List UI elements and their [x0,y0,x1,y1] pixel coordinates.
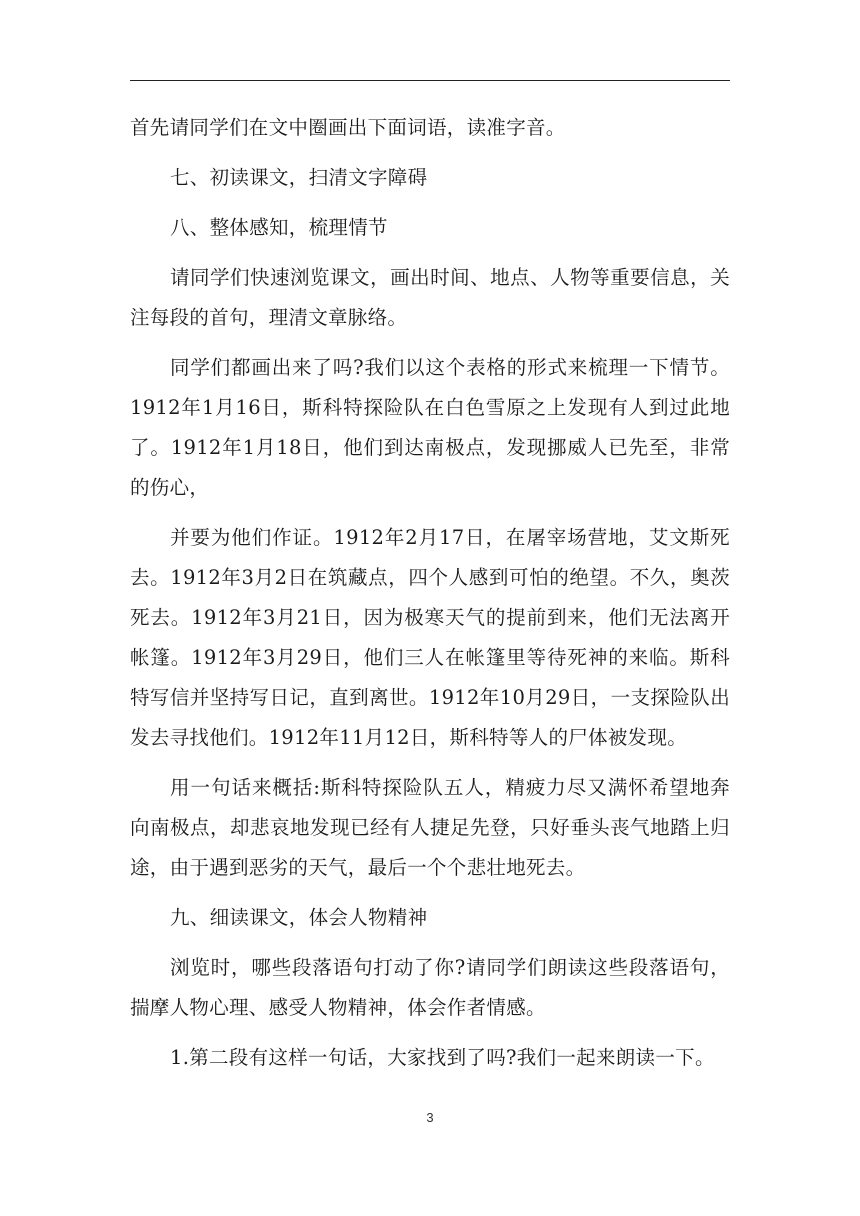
section-heading: 七、初读课文，扫清文字障碍 [170,166,428,189]
page-number: 3 [426,1110,434,1125]
paragraph: 首先请同学们在文中圈画出下面词语，读准字音。 [130,116,566,139]
section-heading: 八、整体感知，梳理情节 [170,216,388,239]
header-rule [130,80,730,81]
section-heading: 九、细读课文，体会人物精神 [170,906,428,929]
paragraph: 用一句话来概括:斯科特探险队五人，精疲力尽又满怀希望地奔向南极点，却悲哀地发现已经有人捷足先登，只好垂头丧气地踏上归途，由于遇到恶劣的天气，最后一个个悲壮地死去。 [130,776,730,879]
paragraph: 同学们都画出来了吗?我们以这个表格的形式来梳理一下情节。1912年1月16日，斯科特探险队在白色雪原之上发现有人到过此地了。1912年1月18日，他们到达南极点，发现挪威人已先至，非常的伤心， [130,356,730,499]
paragraph: 浏览时，哪些段落语句打动了你?请同学们朗读这些段落语句，揣摩人物心理、感受人物精神，体会作者情感。 [130,956,730,1019]
paragraph: 1.第二段有这样一句话，大家找到了吗?我们一起来朗读一下。 [170,1046,715,1069]
document-body [130,108,730,1078]
paragraph: 请同学们快速浏览课文，画出时间、地点、人物等重要信息，关注每段的首句，理清文章脉络。 [130,266,730,329]
paragraph: 并要为他们作证。1912年2月17日，在屠宰场营地，艾文斯死去。1912年3月2日在筑藏点，四个人感到可怕的绝望。不久，奥茨死去。1912年3月21日，因为极寒天气的提前到来，他们无法离开帐篷。1912年3月29日，他们三人在帐篷里等待死神的来临。斯科特写信并坚持写日记，直到离世。1912年10月29日，一支探险队出发去寻找他们。1912年11月12日，斯科特等人的尸体被发现。 [130,526,730,749]
